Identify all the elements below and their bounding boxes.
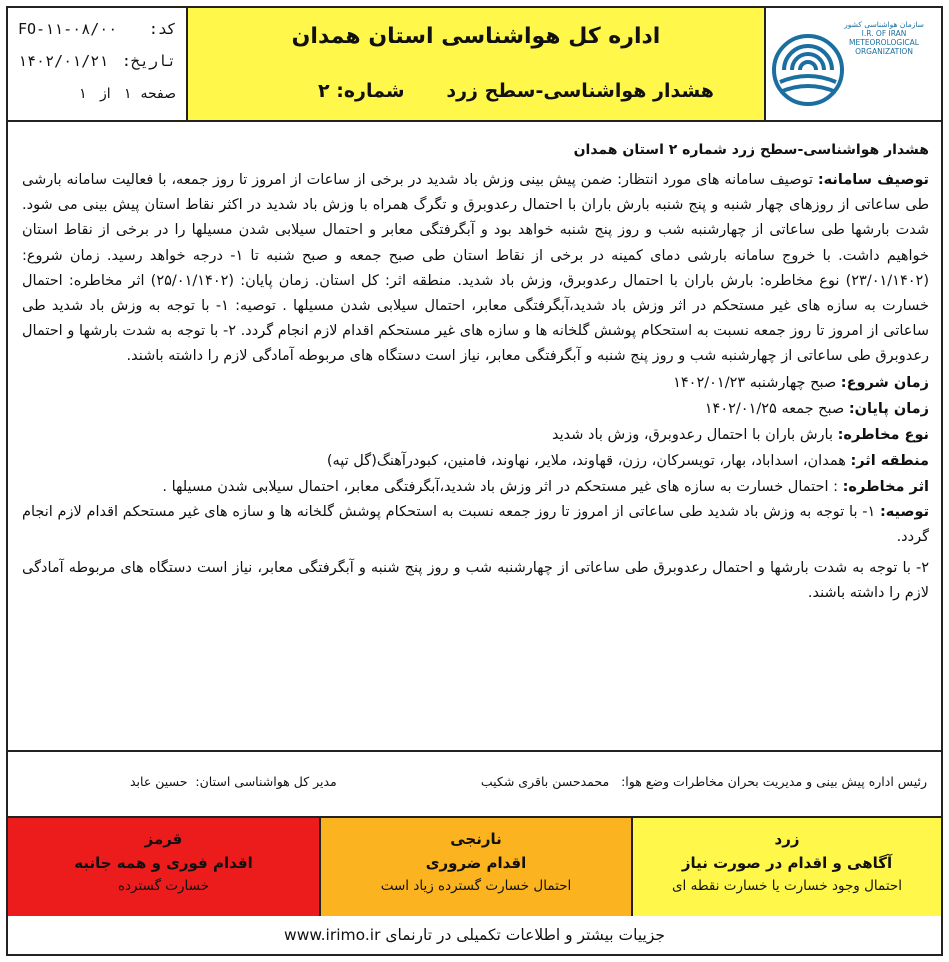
advice-2: ۲- با توجه به شدت بارشها و احتمال رعدوبرق طی ساعاتی از چهارشنبه شب و روز پنج شنبه و آبگرفتگی معابر، نیاز است دستگاه های مربوطه آمادگی لازم را داشته باشند. [22,560,929,602]
end-time: زمان پایان: صبح جمعه ۱۴۰۲/۰۱/۲۵ [704,400,929,417]
date-label: تاریخ: [121,52,176,70]
affected-area: منطقه اثر: همدان، اسداباد، بهار، تویسرکان، رزن، قهاوند، ملایر، نهاوند، فامنین، کبودرآهنگ(گل تپه) [326,452,929,469]
header-title-box [188,8,766,120]
warning-number: شماره: ۲ [318,80,405,102]
warning-heading: هشدار هواشناسی-سطح زرد شماره ۲ استان همدان [573,142,929,158]
warning-body [8,122,941,750]
forecast-head-signature: رئیس اداره پیش بینی و مدیریت بحران مخاطرات وضع هوا: محمدحسن باقری شکیب [480,774,927,789]
code-row [18,20,176,42]
hazard-type: نوع مخاطره: بارش باران با احتمال رعدوبرق، وزش باد شدید [552,426,929,443]
level-red: قرمز اقدام فوری و همه جانبه خسارت گسترده [8,818,321,916]
description-text: توصیف سامانه های مورد انتظار: ضمن پیش بینی وزش باد شدید در برخی از ساعات از امروز تا روز جمعه، با فعالیت سامانه بارشی طی ساعاتی از روزهای چهار شنبه و پنج شنبه بارش باران با احتمال رعدوبرق و تگرگ همراه با وزش باد شدید در اکثر نقاط استان پیش بینی می شود. شدت بارشها طی ساعاتی از چهارشنبه شب و روز پنج شنبه خواهد بود و آبگرفتگی معابر و احتمال سیلابی شدن مسیلها را در برخی از نقاط استان خواهیم داشت. با خروج سامانه بارشی دمای کمینه در برخی از نقاط استان طی صبح جمعه و صبح شنبه تا ۱- درجه خواهد رسید. زمان شروع: (۲۳/۰۱/۱۴۰۲) نوع مخاطره: بارش باران با احتمال رعدوبرق، وزش باد شدید. منطقه اثر: کل استان. زمان پایان: (۲۵/۰۱/۱۴۰۲) اثر مخاطره: احتمال خسارت به سازه های غیر مستحکم در اثر وزش باد شدید،آبگرفتگی معابر، احتمال سیلابی شدن مسیلها . توصیه: ۱- با توجه به وزش باد شدید طی ساعاتی از امروز تا روز جمعه نسبت به استحکام پوشش گلخانه ها و سازه های غیر مستحکم اقدام لازم انجام گردد. ۲- با توجه به شدت بارشها و احتمال رعدوبرق طی ساعاتی از چهارشنبه شب و روز پنج شنبه و آبگرفتگی معابر، نیاز است دستگاه های مربوطه آمادگی لازم را داشته باشند. [22,172,929,365]
page-row [18,86,176,108]
level-orange: نارنجی اقدام ضروری احتمال خسارت گسترده زیاد است [321,818,633,916]
document-header [8,8,941,122]
organization-logo [766,8,941,120]
description-label: توصیف سامانه: [817,172,930,188]
advice-1: توصیه: ۱- با توجه به وزش باد شدید طی ساعاتی از امروز تا روز جمعه نسبت به استحکام پوشش گلخانه ها و سازه های غیر مستحکم اقدام لازم انجام گردد. [22,503,930,545]
system-description [22,168,929,370]
page-indicator: صفحه ۱ از ۱ [79,86,176,102]
hazard-impact: اثر مخاطره: : احتمال خسارت به سازه های غیر مستحکم در اثر وزش باد شدید،آبگرفتگی معابر، احتمال سیلابی شدن مسیلها . [162,478,929,495]
signature-row [8,750,941,816]
website-footer: جزییات بیشتر و اطلاعات تکمیلی در تارنمای www.irimo.ir [284,926,665,944]
level-yellow: زرد آگاهی و اقدام در صورت نیاز احتمال وجود خسارت یا خسارت نقطه ای [633,818,941,916]
director-signature: مدیر کل هواشناسی استان: حسین عابد [130,774,337,789]
code-label: کد: [148,20,176,38]
warning-level-title: هشدار هواشناسی-سطح زرد [446,80,714,102]
date-row [18,52,176,74]
date-value: ۱۴۰۲/۰۱/۲۱ [18,52,109,70]
warning-document [6,6,943,956]
logo-text: سازمان هواشناسی کشور I.R. OF IRAN METEOROLOGICAL ORGANIZATION [844,20,924,56]
start-time: زمان شروع: صبح چهارشنبه ۱۴۰۲/۰۱/۲۳ [673,374,929,391]
document-meta-box [8,8,188,120]
code-value: FO-۱۱-۰۸/۰۰ [18,20,118,38]
page-title: اداره کل هواشناسی استان همدان [291,24,661,49]
warning-levels-legend [8,816,941,916]
